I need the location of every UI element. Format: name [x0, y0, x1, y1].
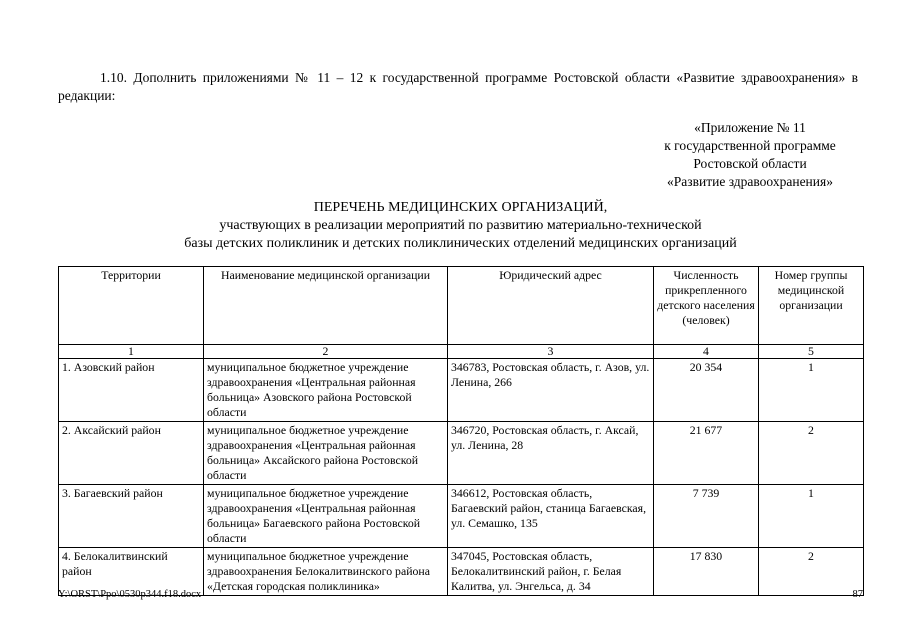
cell-population: 17 830 [654, 548, 759, 596]
cell-territory: 2. Аксайский район [59, 422, 204, 485]
cell-population: 21 677 [654, 422, 759, 485]
title-line-1: ПЕРЕЧЕНЬ МЕДИЦИНСКИХ ОРГАНИЗАЦИЙ, [313, 200, 608, 215]
cell-group: 2 [759, 422, 864, 485]
appendix-header [600, 119, 900, 191]
cell-population: 20 354 [654, 359, 759, 422]
cell-address: 347045, Ростовская область, Белокалитвинский район, г. Белая Калитва, ул. Энгельса, д. 34 [448, 548, 654, 596]
amendment-text: 1.10. Дополнить приложениями № 11 – 12 к государственной программе Ростовской области «Развитие здравоохранения» в редакции: [58, 70, 858, 103]
document-title [58, 199, 863, 253]
cell-org-name: муниципальное бюджетное учреждение здравоохранения Белокалитвинского района «Детская городская поликлиника» [204, 548, 448, 596]
footer-file-path: Y:\ORST\Ppo\0530p344.f18.docx [58, 589, 202, 600]
column-number: 4 [654, 345, 759, 359]
header-org-name: Наименование медицинской организации [204, 267, 448, 345]
cell-group: 1 [759, 359, 864, 422]
header-territory: Территории [59, 267, 204, 345]
cell-group: 1 [759, 485, 864, 548]
footer-page-number: 87 [852, 589, 863, 600]
column-number-row [59, 345, 864, 359]
appendix-line-3: Ростовской области [693, 156, 807, 171]
cell-group: 2 [759, 548, 864, 596]
column-number: 5 [759, 345, 864, 359]
cell-territory: 3. Багаевский район [59, 485, 204, 548]
table-row [59, 422, 864, 485]
column-number: 3 [448, 345, 654, 359]
title-line-3: базы детских поликлиник и детских поликлинических отделений медицинских организаций [184, 236, 737, 251]
table-header-row [59, 267, 864, 345]
cell-territory: 4. Белокалитвинский район [59, 548, 204, 596]
appendix-line-4: «Развитие здравоохранения» [667, 174, 833, 189]
cell-org-name: муниципальное бюджетное учреждение здравоохранения «Центральная районная больница» Багаевского района Ростовской области [204, 485, 448, 548]
cell-address: 346720, Ростовская область, г. Аксай, ул. Ленина, 28 [448, 422, 654, 485]
header-group: Номер группы медицинской организации [759, 267, 864, 345]
header-population: Численность прикрепленного детского населения (человек) [654, 267, 759, 345]
title-line-2: участвующих в реализации мероприятий по развитию материально-технической [219, 218, 702, 233]
table-row [59, 359, 864, 422]
cell-address: 346612, Ростовская область, Багаевский район, станица Багаевская, ул. Семашко, 135 [448, 485, 654, 548]
cell-org-name: муниципальное бюджетное учреждение здравоохранения «Центральная районная больница» Аксайского района Ростовской области [204, 422, 448, 485]
amendment-paragraph [58, 69, 858, 105]
column-number: 1 [59, 345, 204, 359]
cell-territory: 1. Азовский район [59, 359, 204, 422]
cell-address: 346783, Ростовская область, г. Азов, ул. Ленина, 266 [448, 359, 654, 422]
table-row [59, 485, 864, 548]
organizations-table [58, 266, 864, 596]
cell-org-name: муниципальное бюджетное учреждение здравоохранения «Центральная районная больница» Азовского района Ростовской области [204, 359, 448, 422]
appendix-line-1: «Приложение № 11 [694, 120, 806, 135]
column-number: 2 [204, 345, 448, 359]
cell-population: 7 739 [654, 485, 759, 548]
header-address: Юридический адрес [448, 267, 654, 345]
appendix-line-2: к государственной программе [664, 138, 836, 153]
